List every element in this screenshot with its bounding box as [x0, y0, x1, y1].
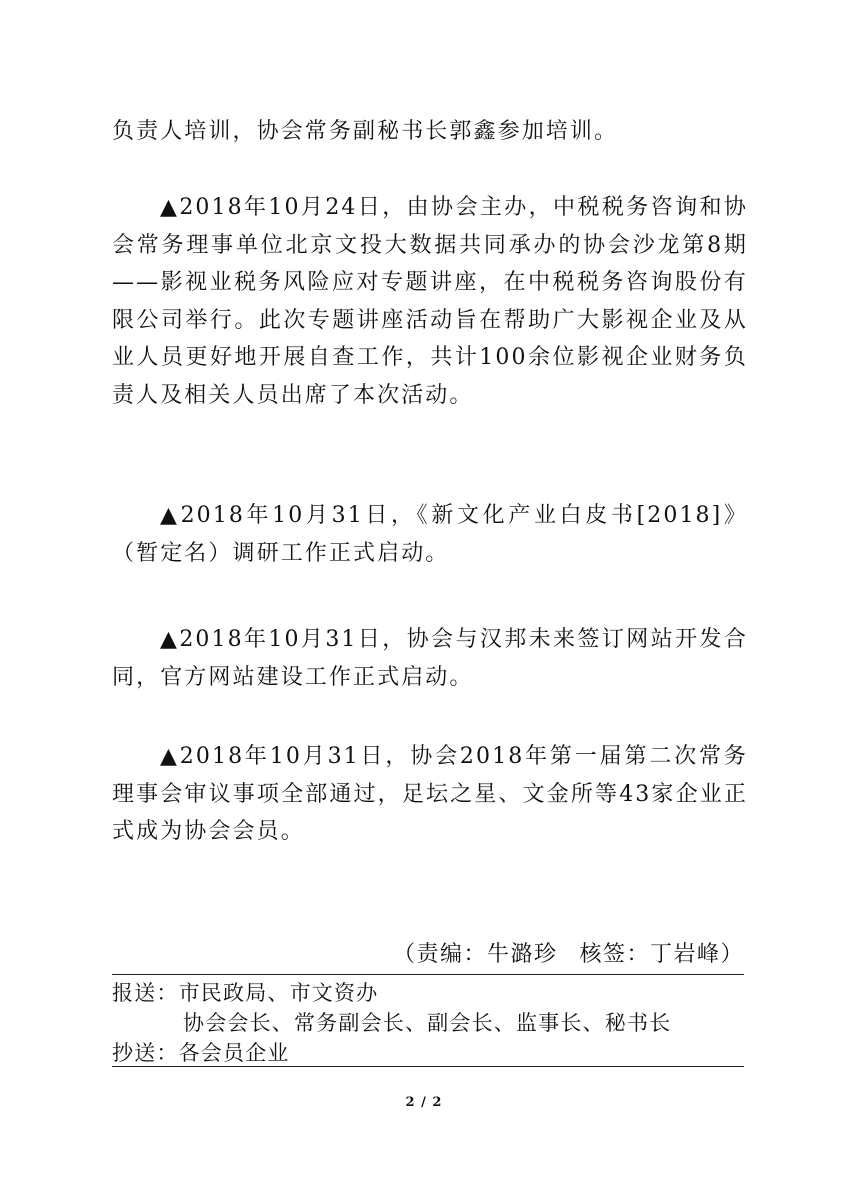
copy-to-recipients: 各会员企业 [178, 1041, 290, 1065]
divider-bottom [112, 1066, 744, 1067]
report-to-row-continued: 协会会长、常务副会长、副会长、监事长、秘书长 [183, 1011, 672, 1035]
editor-credit [393, 938, 744, 972]
paragraph-training: 负责人培训，协会常务副秘书长郭鑫参加培训。 [112, 119, 619, 144]
paragraph-whitepaper: ▲2018年10月31日，《新文化产业白皮书[2018]》（暂定名）调研工作正式启动。 [112, 503, 748, 566]
report-to-label: 报送： [112, 981, 179, 1005]
paragraph-salon-lecture: ▲2018年10月24日，由协会主办，中税税务咨询和协会常务理事单位北京文投大数据共同承办的协会沙龙第8期——影视业税务风险应对专题讲座，在中税税务咨询股份有限公司举行。此次专题讲座活动旨在帮助广大影视企业及从业人员更好地开展自查工作，共计100余位影视企业财务负责人及相关人员出席了本次活动。 [112, 195, 748, 408]
paragraph-council-meeting: ▲2018年10月31日，协会2018年第一届第二次常务理事会审议事项全部通过，足坛之星、文金所等43家企业正式成为协会会员。 [112, 744, 748, 844]
page-number: 2 / 2 [405, 1095, 443, 1110]
editor-name: （责编：牛潞珍 [392, 942, 558, 967]
copy-to-row [112, 1038, 290, 1068]
reviewer-name: 核签：丁岩峰） [579, 942, 744, 967]
paragraph-website: ▲2018年10月31日，协会与汉邦未来签订网站开发合同，官方网站建设工作正式启动。 [112, 627, 748, 690]
report-to-recipients: 市民政局、市文资办 [178, 981, 379, 1005]
divider-top [112, 974, 744, 975]
report-to-row [112, 978, 378, 1008]
copy-to-label: 抄送： [112, 1041, 179, 1065]
